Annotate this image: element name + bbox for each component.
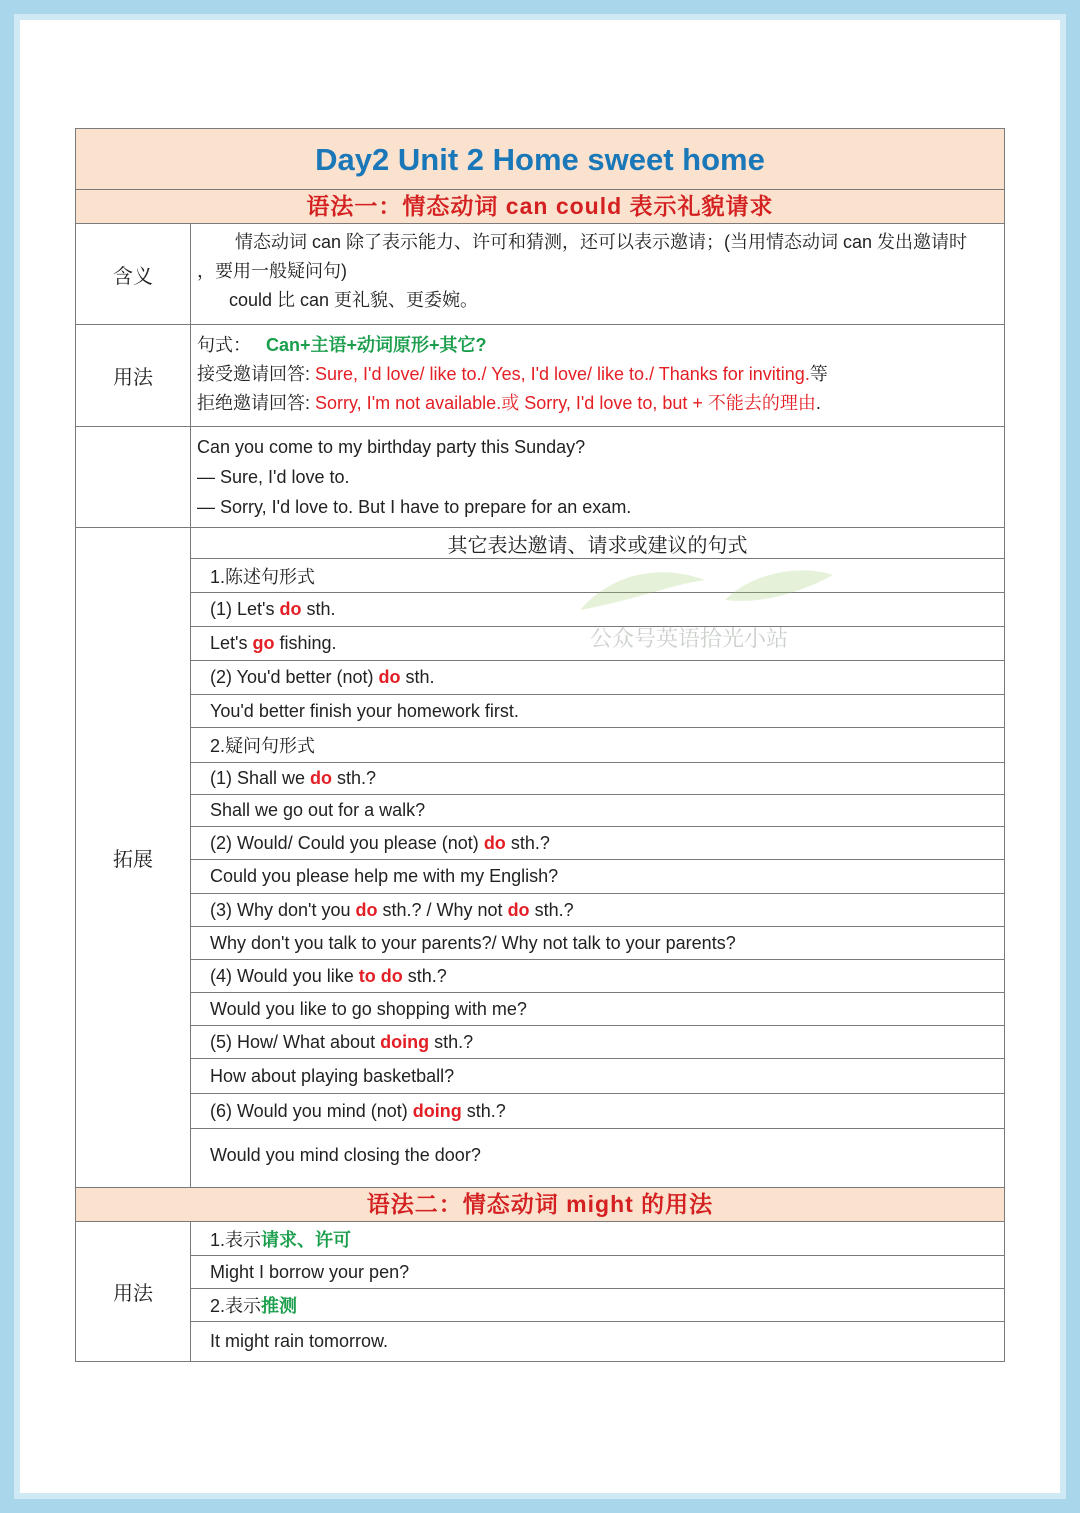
pattern-line (197, 331, 1004, 360)
accept-suffix: 等 (809, 364, 828, 384)
meaning-label: 含义 (76, 224, 191, 324)
extension-list (191, 528, 1004, 1187)
meaning-line-1: 情态动词 can 除了表示能力、许可和猜测，还可以表示邀请；(当用情态动词 can 发出邀请时 (235, 232, 968, 252)
highlight-verb: go (252, 633, 275, 653)
highlight-verb: do (483, 832, 506, 853)
extension-item (191, 593, 1004, 627)
highlight-verb: doing (412, 1100, 462, 1121)
item-text: (6) Would you mind (not) (210, 1100, 413, 1121)
item-text: 2.表示 (210, 1296, 262, 1316)
usage-row (76, 325, 1004, 427)
accept-prefix: 接受邀请回答: (197, 364, 316, 384)
item-text: It might rain tomorrow. (210, 1330, 389, 1351)
item-text: (4) Would you like (210, 965, 359, 986)
item-text: sth.? (402, 965, 447, 986)
highlight-verb: do (507, 899, 530, 920)
meaning-line-2: ，要用一般疑问句) (197, 261, 347, 281)
example-line-3: — Sorry, I'd love to. But I have to prepare for an exam. (197, 497, 632, 517)
extension-item (191, 993, 1004, 1026)
example-line-1: Can you come to my birthday party this Sunday? (197, 437, 586, 457)
might-usage-label: 用法 (76, 1222, 191, 1361)
item-text: 1.表示 (210, 1229, 262, 1250)
extension-item (191, 559, 1004, 593)
extension-item (191, 927, 1004, 960)
example-content (191, 427, 1004, 527)
item-text: Let's (210, 633, 253, 653)
item-text: sth.? (461, 1100, 506, 1121)
item-text: How about playing basketball? (210, 1065, 455, 1086)
item-text: sth.? (529, 899, 574, 920)
might-item (191, 1322, 1004, 1360)
item-text: (2) Would/ Could you please (not) (210, 832, 484, 853)
item-text: (2) You'd better (not) (210, 667, 379, 687)
extension-item (191, 1094, 1004, 1129)
highlight-term: 请求、许可 (261, 1229, 352, 1250)
item-text: Might I borrow your pen? (210, 1261, 410, 1282)
extension-item (191, 1026, 1004, 1059)
might-item (191, 1289, 1004, 1322)
item-text: sth. (400, 667, 435, 687)
meaning-content (191, 224, 1004, 324)
extension-item (191, 1059, 1004, 1094)
meaning-line-3: could 比 can 更礼貌、更委婉。 (229, 290, 479, 310)
highlight-verb: do (310, 768, 333, 788)
item-text: 1.陈述句形式 (210, 566, 316, 587)
extension-item (191, 894, 1004, 927)
extension-item (191, 661, 1004, 695)
might-item (191, 1222, 1004, 1256)
pattern-prefix: 句式： (197, 335, 251, 355)
item-text: Could you please help me with my English? (210, 866, 559, 886)
extension-item (191, 763, 1004, 795)
highlight-term: 推测 (261, 1296, 298, 1316)
item-text: sth.? (332, 768, 377, 788)
extension-row (76, 528, 1004, 1188)
item-text: Why don't you talk to your parents?/ Why not talk to your parents? (210, 932, 736, 953)
item-text: sth. (301, 599, 336, 619)
item-text: (1) Let's (210, 599, 280, 619)
accept-answers: Sure, I'd love/ like to./ Yes, I'd love/ like to./ Thanks for inviting. (315, 364, 810, 384)
item-text: (5) How/ What about (210, 1031, 381, 1052)
highlight-verb: to do (358, 965, 403, 986)
usage-content (191, 325, 1004, 426)
example-line-2: — Sure, I'd love to. (197, 467, 350, 487)
highlight-verb: do (378, 667, 401, 687)
extension-item (191, 728, 1004, 763)
extension-item (191, 960, 1004, 993)
refuse-answers: Sorry, I'm not available.或 Sorry, I'd love to, but + 不能去的理由 (315, 393, 816, 413)
refuse-suffix: . (815, 393, 821, 413)
extension-item (191, 627, 1004, 661)
extension-item (191, 827, 1004, 860)
extension-item (191, 860, 1004, 894)
highlight-verb: doing (380, 1031, 430, 1052)
item-text: You'd better finish your homework first. (210, 700, 519, 721)
item-text: fishing. (274, 633, 337, 653)
might-usage-row (76, 1222, 1004, 1361)
item-text: (3) Why don't you (210, 899, 356, 920)
highlight-verb: do (279, 599, 302, 619)
item-text: Would you like to go shopping with me? (210, 998, 527, 1019)
item-text: sth.? (505, 832, 550, 853)
section-heading-2: 语法二：情态动词 might 的用法 (76, 1187, 1004, 1222)
item-text: 2.疑问句形式 (210, 736, 316, 756)
item-text: sth.? / Why not (377, 899, 508, 920)
accept-line (197, 360, 1004, 389)
item-text: sth.? (429, 1031, 474, 1052)
highlight-verb: do (355, 899, 378, 920)
might-item (191, 1256, 1004, 1289)
refuse-prefix: 拒绝邀请回答: (197, 393, 316, 413)
item-text: Shall we go out for a walk? (210, 800, 426, 820)
extension-label: 拓展 (76, 528, 191, 1187)
worksheet-table (75, 128, 1005, 1362)
extension-item (191, 795, 1004, 827)
extension-item (191, 1129, 1004, 1181)
refuse-line (197, 389, 1004, 418)
section-heading-1: 语法一：情态动词 can could 表示礼貌请求 (76, 190, 1004, 224)
item-text: Would you mind closing the door? (210, 1144, 481, 1165)
extension-heading: 其它表达邀请、请求或建议的句式 (191, 528, 1004, 559)
pattern-formula: Can+主语+动词原形+其它? (266, 335, 487, 355)
page-title: Day2 Unit 2 Home sweet home (76, 129, 1004, 190)
item-text: (1) Shall we (210, 768, 311, 788)
example-label (76, 427, 191, 527)
watermark-text: 公众号英语拾光小站 (590, 626, 789, 651)
usage-label: 用法 (76, 325, 191, 426)
meaning-row (76, 224, 1004, 325)
might-usage-list (191, 1222, 1004, 1361)
example-row (76, 427, 1004, 528)
extension-item (191, 695, 1004, 728)
